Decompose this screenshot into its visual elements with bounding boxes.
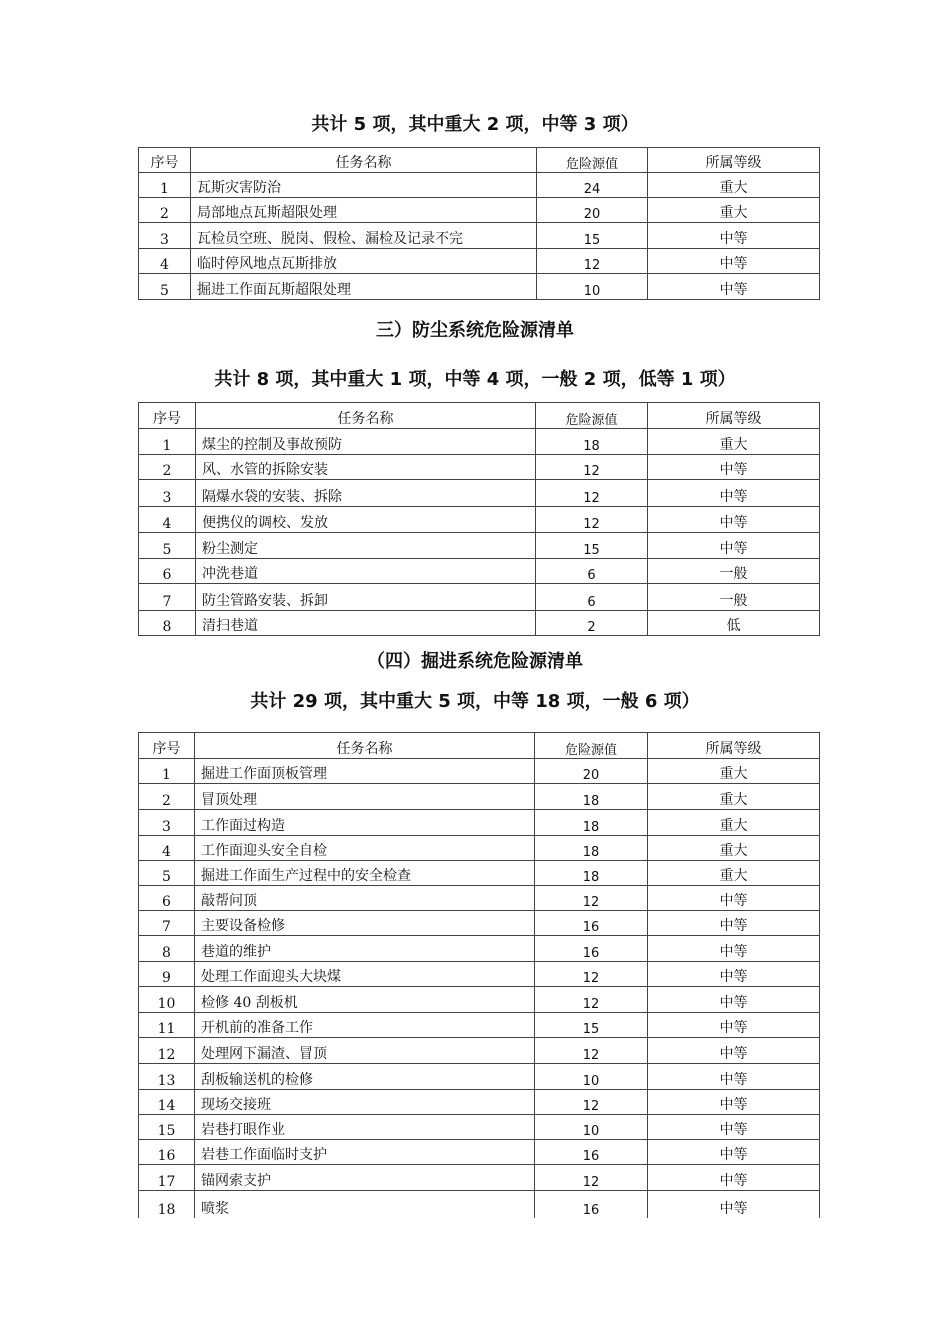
- cell-value: 24: [537, 173, 648, 198]
- cell-no: 3: [139, 223, 191, 249]
- table-row: [139, 480, 820, 507]
- table-row: [139, 1165, 820, 1191]
- table-row: [139, 507, 820, 533]
- cell-level: 重大: [648, 810, 820, 836]
- table-row: [139, 429, 820, 455]
- table-row: [139, 1090, 820, 1115]
- table-row: [139, 1140, 820, 1165]
- cell-value: 12: [536, 480, 648, 507]
- cell-name: 岩巷打眼作业: [195, 1115, 535, 1140]
- table-row: [139, 1191, 820, 1218]
- cell-name: 冒顶处理: [195, 784, 535, 810]
- cell-value: 12: [535, 987, 648, 1013]
- table-row: [139, 962, 820, 987]
- cell-level: 中等: [648, 1038, 820, 1064]
- cell-level: 中等: [648, 886, 820, 911]
- cell-level: 低: [648, 611, 820, 636]
- cell-level: 中等: [648, 1191, 820, 1218]
- cell-level: 中等: [648, 936, 820, 962]
- cell-value: 12: [535, 1165, 648, 1191]
- cell-name: 风、水管的拆除安装: [196, 455, 536, 480]
- cell-value: 16: [535, 1191, 648, 1218]
- cell-level: 重大: [648, 429, 820, 455]
- cell-level: 一般: [648, 584, 820, 611]
- cell-value: 15: [537, 223, 648, 249]
- cell-name: 喷浆: [195, 1191, 535, 1218]
- cell-name: 刮板输送机的检修: [195, 1064, 535, 1090]
- cell-level: 中等: [648, 1064, 820, 1090]
- cell-level: 中等: [648, 480, 820, 507]
- header-col-no: 序号: [139, 148, 191, 173]
- cell-no: 4: [139, 249, 191, 274]
- summary-dust: 共计 8 项，其中重大 1 项，中等 4 项，一般 2 项，低等 1 项）: [214, 369, 736, 390]
- cell-name: 工作面迎头安全自检: [195, 836, 535, 861]
- table-row: [139, 987, 820, 1013]
- cell-no: 4: [139, 836, 195, 861]
- cell-value: 20: [537, 198, 648, 223]
- cell-level: 中等: [648, 223, 820, 249]
- cell-name: 掘进工作面瓦斯超限处理: [191, 274, 537, 300]
- table-tunnel-hazards: [138, 732, 820, 1218]
- cell-name: 瓦斯灾害防治: [191, 173, 537, 198]
- cell-value: 2: [536, 611, 648, 636]
- header-col-level: 所属等级: [648, 403, 820, 429]
- cell-name: 冲洗巷道: [196, 559, 536, 584]
- table-row: [139, 936, 820, 962]
- cell-name: 巷道的维护: [195, 936, 535, 962]
- cell-value: 15: [535, 1013, 648, 1038]
- cell-name: 开机前的准备工作: [195, 1013, 535, 1038]
- section-title-dust: 三）防尘系统危险源清单: [376, 320, 574, 341]
- cell-value: 18: [535, 784, 648, 810]
- table-row: [139, 836, 820, 861]
- table-row: [139, 1038, 820, 1064]
- table-row: [139, 784, 820, 810]
- summary-gas: 共计 5 项，其中重大 2 项，中等 3 项）: [311, 114, 639, 135]
- cell-name: 清扫巷道: [196, 611, 536, 636]
- cell-no: 17: [139, 1165, 195, 1191]
- cell-value: 10: [535, 1064, 648, 1090]
- cell-value: 10: [535, 1115, 648, 1140]
- cell-value: 16: [535, 936, 648, 962]
- cell-no: 2: [139, 784, 195, 810]
- summary-tunnel: 共计 29 项，其中重大 5 项，中等 18 项，一般 6 项）: [250, 691, 700, 712]
- table-row: [139, 1013, 820, 1038]
- cell-name: 防尘管路安装、拆卸: [196, 584, 536, 611]
- table-header-row: [139, 403, 820, 429]
- cell-no: 11: [139, 1013, 195, 1038]
- cell-level: 重大: [648, 759, 820, 784]
- table-row: [139, 533, 820, 559]
- cell-level: 中等: [648, 455, 820, 480]
- cell-no: 15: [139, 1115, 195, 1140]
- cell-level: 中等: [648, 1013, 820, 1038]
- table-row: [139, 584, 820, 611]
- cell-no: 18: [139, 1191, 195, 1218]
- table-row: [139, 249, 820, 274]
- header-col-name: 任务名称: [191, 148, 537, 173]
- table-row: [139, 1064, 820, 1090]
- header-col-name: 任务名称: [196, 403, 536, 429]
- cell-name: 局部地点瓦斯超限处理: [191, 198, 537, 223]
- cell-no: 5: [139, 533, 196, 559]
- cell-value: 18: [535, 810, 648, 836]
- cell-no: 13: [139, 1064, 195, 1090]
- cell-name: 隔爆水袋的安装、拆除: [196, 480, 536, 507]
- cell-value: 15: [536, 533, 648, 559]
- cell-value: 18: [535, 836, 648, 861]
- cell-no: 8: [139, 611, 196, 636]
- cell-value: 16: [535, 1140, 648, 1165]
- cell-value: 12: [537, 249, 648, 274]
- cell-value: 12: [535, 886, 648, 911]
- header-col-value: 危险源值: [536, 403, 648, 429]
- table-row: [139, 223, 820, 249]
- cell-name: 粉尘测定: [196, 533, 536, 559]
- cell-level: 重大: [648, 861, 820, 886]
- header-col-value: 危险源值: [537, 148, 648, 173]
- table-row: [139, 455, 820, 480]
- cell-level: 重大: [648, 198, 820, 223]
- cell-name: 工作面过构造: [195, 810, 535, 836]
- cell-value: 18: [535, 861, 648, 886]
- cell-value: 12: [535, 962, 648, 987]
- table-row: [139, 759, 820, 784]
- cell-level: 中等: [648, 987, 820, 1013]
- header-col-value: 危险源值: [535, 733, 648, 759]
- cell-no: 8: [139, 936, 195, 962]
- cell-no: 6: [139, 559, 196, 584]
- cell-name: 敲帮问顶: [195, 886, 535, 911]
- header-col-no: 序号: [139, 733, 195, 759]
- cell-name: 临时停风地点瓦斯排放: [191, 249, 537, 274]
- cell-level: 一般: [648, 559, 820, 584]
- cell-no: 3: [139, 810, 195, 836]
- cell-name: 掘进工作面顶板管理: [195, 759, 535, 784]
- cell-level: 中等: [648, 1090, 820, 1115]
- cell-value: 20: [535, 759, 648, 784]
- cell-level: 中等: [648, 249, 820, 274]
- table-gas-hazards: [138, 147, 820, 300]
- cell-value: 12: [536, 455, 648, 480]
- cell-no: 7: [139, 911, 195, 936]
- cell-level: 重大: [648, 173, 820, 198]
- header-col-level: 所属等级: [648, 733, 820, 759]
- cell-level: 重大: [648, 784, 820, 810]
- cell-name: 处理网下漏渣、冒顶: [195, 1038, 535, 1064]
- cell-name: 锚网索支护: [195, 1165, 535, 1191]
- cell-no: 5: [139, 274, 191, 300]
- table-row: [139, 861, 820, 886]
- table-header-row: [139, 733, 820, 759]
- cell-level: 中等: [648, 1140, 820, 1165]
- cell-no: 1: [139, 759, 195, 784]
- header-col-name: 任务名称: [195, 733, 535, 759]
- cell-value: 16: [535, 911, 648, 936]
- header-col-no: 序号: [139, 403, 196, 429]
- cell-level: 重大: [648, 836, 820, 861]
- cell-name: 掘进工作面生产过程中的安全检查: [195, 861, 535, 886]
- cell-no: 1: [139, 429, 196, 455]
- cell-no: 2: [139, 455, 196, 480]
- cell-level: 中等: [648, 962, 820, 987]
- cell-no: 3: [139, 480, 196, 507]
- cell-no: 1: [139, 173, 191, 198]
- cell-value: 12: [535, 1090, 648, 1115]
- cell-no: 6: [139, 886, 195, 911]
- table-row: [139, 611, 820, 636]
- cell-value: 18: [536, 429, 648, 455]
- cell-name: 煤尘的控制及事故预防: [196, 429, 536, 455]
- cell-name: 处理工作面迎头大块煤: [195, 962, 535, 987]
- cell-value: 12: [536, 507, 648, 533]
- cell-level: 中等: [648, 1115, 820, 1140]
- cell-no: 12: [139, 1038, 195, 1064]
- table-row: [139, 911, 820, 936]
- cell-no: 14: [139, 1090, 195, 1115]
- table-row: [139, 886, 820, 911]
- cell-no: 7: [139, 584, 196, 611]
- cell-no: 5: [139, 861, 195, 886]
- cell-no: 10: [139, 987, 195, 1013]
- cell-level: 中等: [648, 507, 820, 533]
- cell-level: 中等: [648, 533, 820, 559]
- cell-level: 中等: [648, 274, 820, 300]
- header-col-level: 所属等级: [648, 148, 820, 173]
- cell-value: 6: [536, 584, 648, 611]
- cell-name: 主要设备检修: [195, 911, 535, 936]
- cell-value: 12: [535, 1038, 648, 1064]
- cell-value: 6: [536, 559, 648, 584]
- cell-name: 现场交接班: [195, 1090, 535, 1115]
- table-row: [139, 810, 820, 836]
- table-row: [139, 559, 820, 584]
- table-header-row: [139, 148, 820, 173]
- section-title-tunnel: （四）掘进系统危险源清单: [367, 651, 583, 672]
- table-dust-hazards: [138, 402, 820, 636]
- cell-name: 岩巷工作面临时支护: [195, 1140, 535, 1165]
- table-row: [139, 198, 820, 223]
- cell-value: 10: [537, 274, 648, 300]
- cell-no: 9: [139, 962, 195, 987]
- cell-name: 便携仪的调校、发放: [196, 507, 536, 533]
- cell-level: 中等: [648, 911, 820, 936]
- table-row: [139, 1115, 820, 1140]
- cell-no: 2: [139, 198, 191, 223]
- table-row: [139, 173, 820, 198]
- table-row: [139, 274, 820, 300]
- cell-no: 4: [139, 507, 196, 533]
- cell-name: 检修 40 刮板机: [195, 987, 535, 1013]
- cell-name: 瓦检员空班、脱岗、假检、漏检及记录不完: [191, 223, 537, 249]
- cell-level: 中等: [648, 1165, 820, 1191]
- cell-no: 16: [139, 1140, 195, 1165]
